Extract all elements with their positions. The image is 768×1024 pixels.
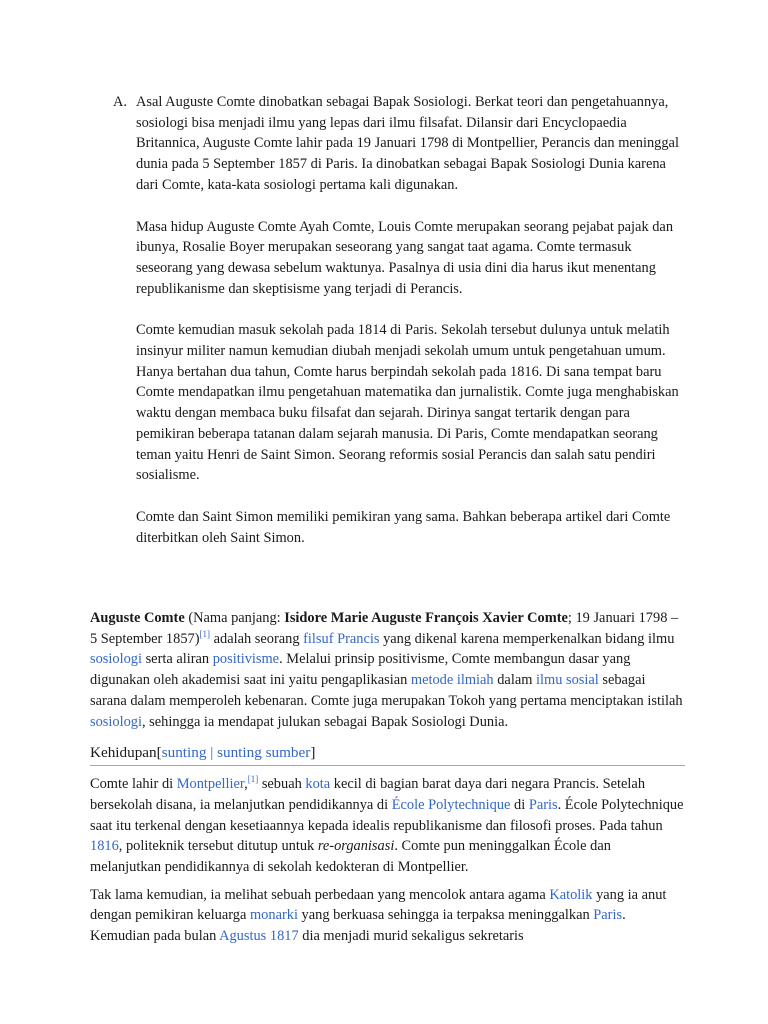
paragraph-later: [90, 885, 685, 947]
link-sosiologi[interactable]: sosiologi: [90, 651, 142, 668]
paragraph-saint-simon: Comte dan Saint Simon memiliki pemikiran yang sama. Bahkan beberapa artikel dari Comte diterbitkan oleh Saint Simon.: [136, 508, 671, 546]
text: |: [206, 744, 218, 762]
text: dalam: [493, 672, 536, 689]
text: ]: [310, 744, 316, 762]
link-prancis[interactable]: Prancis: [337, 630, 380, 647]
link-1816[interactable]: 1816: [90, 838, 119, 855]
text: ,: [244, 776, 248, 793]
text: yang ia anut dengan pemikiran keluarga: [90, 886, 667, 924]
text: serta aliran: [141, 651, 213, 668]
link-metode-ilmiah[interactable]: metode ilmiah: [410, 672, 494, 689]
heading-title: Kehidupan: [90, 744, 157, 762]
text: , sehingga ia mendapat julukan sebagai Bapak Sosiologi Dunia.: [141, 713, 509, 730]
text: yang berkuasa sehingga ia terpaksa meninggalkan: [297, 907, 594, 924]
text: , politeknik tersebut ditutup untuk: [118, 838, 318, 855]
paragraph-origin: Asal Auguste Comte dinobatkan sebagai Bapak Sosiologi. Berkat teori dan pengetahuannya, sosiologi bisa menjadi ilmu yang lepas dari ilmu filsafat. Dilansir dari Encyclopaedia Britannica, Auguste Comte lahir pada 19 Januari 1798 di Montpellier, Perancis dan meninggal dunia pada 5 September 1857 di Paris. Ia dinobatkan sebagai Bapak Sosiologi Dunia karena dari Comte, kata-kata sosiologi pertama kali digunakan.: [136, 94, 679, 193]
link-montpellier[interactable]: Montpellier: [176, 776, 245, 793]
text: . Kemudian pada bulan: [90, 907, 626, 945]
reference-link[interactable]: [1]: [247, 774, 259, 785]
wiki-article: [90, 608, 685, 947]
reference-link[interactable]: [1]: [199, 628, 211, 639]
edit-source-link[interactable]: sunting sumber: [217, 744, 311, 762]
text: yang dikenal karena memperkenalkan bidang ilmu: [379, 630, 675, 647]
text: dia menjadi murid sekaligus sekretaris: [298, 928, 524, 945]
edit-link[interactable]: sunting: [161, 744, 207, 762]
section-a: [113, 92, 683, 569]
full-name: Isidore Marie Auguste François Xavier Comte: [284, 610, 568, 626]
text: kecil di bagian barat daya dari negara Prancis. Setelah bersekolah disana, ia melanjutkan pendidikannya di: [90, 776, 646, 813]
section-a-body: [136, 92, 681, 548]
text: [: [156, 744, 162, 762]
text: adalah seorang: [210, 630, 304, 647]
text: Comte lahir di: [90, 776, 177, 793]
text: . Comte pun meninggalkan École dan melanjutkan pendidikannya di sekolah kedokteran di Montpellier.: [90, 838, 611, 876]
text: Tak lama kemudian, ia melihat sebuah perbedaan yang mencolok antara agama: [90, 886, 550, 903]
link-sosiologi-2[interactable]: sosiologi: [90, 713, 142, 730]
intro-paragraph: [90, 608, 685, 732]
subject-name: Auguste Comte: [90, 610, 185, 626]
paragraph-education: Comte kemudian masuk sekolah pada 1814 di Paris. Sekolah tersebut dulunya untuk melatih insinyur militer namun kemudian diubah menjadi sekolah umum untuk pengetahuan umum. Hanya bertahan dua tahun, Comte harus berpindah sekolah pada 1816. Di sana tempat baru Comte mendapatkan ilmu pengetahuan matematika dan jurnalistik. Comte juga menghabiskan waktu dengan membaca buku filsafat dan sejarah. Dirinya sangat tertarik dengan para pemikiran beberapa tatanan dalam sejarah manusia. Di Paris, Comte mendapatkan seorang teman yaitu Henri de Saint Simon. Seorang reformis sosial Perancis dan salah satu pendiri sosialisme.: [136, 322, 679, 484]
text: ; 19 Januari 1798 – 5 September 1857): [90, 610, 679, 647]
italic-term: re-organisasi: [317, 838, 395, 855]
text: di: [510, 796, 529, 813]
link-monarki[interactable]: monarki: [249, 907, 298, 924]
link-filsuf[interactable]: filsuf: [303, 630, 334, 647]
text: . Melalui prinsip positivisme, Comte membangun dasar yang digunakan oleh akademisi saat ini yaitu pengaplikasian: [90, 651, 631, 689]
text: sebuah: [258, 776, 306, 793]
link-agustus-1817[interactable]: Agustus 1817: [219, 928, 299, 945]
link-ilmu-sosial[interactable]: ilmu sosial: [536, 672, 599, 689]
link-katolik[interactable]: Katolik: [549, 886, 593, 903]
link-positivisme[interactable]: positivisme: [212, 651, 280, 668]
link-paris-2[interactable]: Paris: [593, 907, 623, 924]
link-paris[interactable]: Paris: [528, 796, 558, 813]
paragraph-childhood: [90, 774, 685, 878]
link-ecole-polytechnique[interactable]: École Polytechnique: [391, 796, 511, 813]
text: (Nama panjang:: [184, 610, 285, 626]
text: . École Polytechnique saat itu terkenal dengan kesetiaannya kepada idealis republikanisme dan filosofi proses. Pada tahun: [90, 796, 684, 834]
link-kota[interactable]: kota: [305, 776, 331, 793]
text: sebagai sarana dalam memperoleh kebenaran. Comte juga merupakan Tokoh yang pertama menciptakan istilah: [90, 672, 683, 709]
list-marker: A.: [113, 94, 127, 110]
paragraph-life: Masa hidup Auguste Comte Ayah Comte, Louis Comte merupakan seorang pejabat pajak dan ibunya, Rosalie Boyer merupakan seseorang yang sangat taat agama. Comte termasuk seseorang yang dewasa sebelum waktunya. Pasalnya di usia dini dia harus ikut menentang republikanisme dan skeptisisme yang terjadi di Perancis.: [136, 218, 674, 297]
section-heading: [90, 743, 685, 766]
